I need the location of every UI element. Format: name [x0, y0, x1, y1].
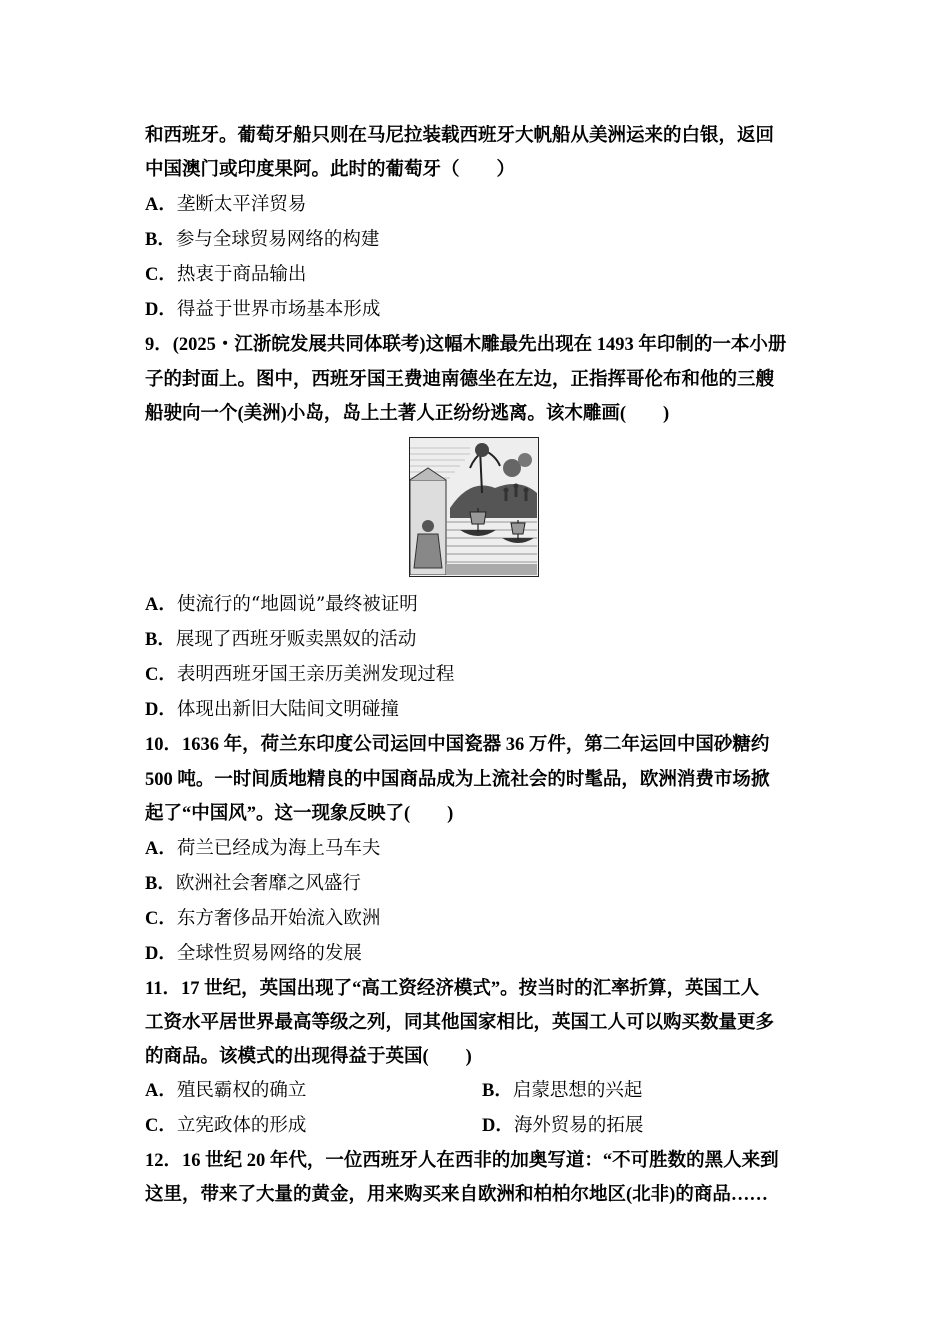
option-label: A．	[145, 839, 177, 859]
q11-line-1: 11．17 世纪，英国出现了“高工资经济模式”。按当时的汇率折算，英国工人	[145, 979, 760, 999]
option-text: 垄断太平洋贸易	[176, 194, 307, 215]
woodcut-illustration-icon	[410, 438, 537, 575]
question-text: 这幅木雕最先出现在 1493 年印制的一本小册	[425, 335, 787, 355]
q11-option-a[interactable]	[145, 1079, 306, 1103]
q9-line-2: 子的封面上。图中，西班牙国王费迪南德坐在左边，正指挥哥伦布和他的三艘	[145, 370, 775, 390]
option-text: 东方奢侈品开始流入欧洲	[176, 908, 381, 929]
option-label: B．	[482, 1081, 513, 1101]
option-text: 体现出新旧大陆间文明碰撞	[176, 699, 399, 720]
option-label: D．	[145, 944, 177, 964]
option-text: 参与全球贸易网络的构建	[175, 229, 380, 250]
q9-option-d[interactable]	[145, 698, 399, 722]
option-label: C．	[145, 909, 177, 929]
option-label: A．	[145, 1081, 177, 1101]
q8-option-b[interactable]	[145, 228, 379, 252]
woodcut-figure	[409, 437, 539, 577]
q10-option-b[interactable]	[145, 872, 361, 896]
option-label: D．	[145, 300, 177, 320]
option-label: D．	[482, 1116, 514, 1136]
question-source: (2025・江浙皖发展共同体联考)	[172, 335, 426, 355]
q10-option-c[interactable]	[145, 907, 380, 931]
q10-line-1: 10．1636 年，荷兰东印度公司运回中国瓷器 36 万件，第二年运回中国砂糖约	[145, 735, 770, 755]
option-text: 殖民霸权的确立	[176, 1080, 307, 1101]
q12-line-2: 这里，带来了大量的黄金，用来购买来自欧洲和柏柏尔地区(北非)的商品……	[145, 1185, 768, 1205]
q12-line-1: 12．16 世纪 20 年代，一位西班牙人在西非的加奥写道：“不可胜数的黑人来到	[145, 1151, 779, 1171]
option-text: 立宪政体的形成	[176, 1115, 307, 1136]
q8-option-a[interactable]	[145, 193, 306, 217]
q9-line-1	[145, 333, 786, 357]
option-label: C．	[145, 1116, 177, 1136]
option-text: 全球性贸易网络的发展	[176, 943, 362, 964]
option-label: B．	[145, 630, 176, 650]
option-label: B．	[145, 230, 176, 250]
q9-option-c[interactable]	[145, 663, 454, 687]
q8-option-d[interactable]	[145, 298, 380, 322]
option-text: 热衷于商品输出	[176, 264, 307, 285]
q9-option-b[interactable]	[145, 628, 416, 652]
q8-line-1: 和西班牙。葡萄牙船只则在马尼拉装载西班牙大帆船从美洲运来的白银，返回	[145, 126, 775, 146]
q11-line-2: 工资水平居世界最高等级之列，同其他国家相比，英国工人可以购买数量更多	[145, 1013, 775, 1033]
option-label: D．	[145, 700, 177, 720]
option-label: C．	[145, 265, 177, 285]
q11-option-c[interactable]	[145, 1114, 306, 1138]
option-text: 欧洲社会奢靡之风盛行	[175, 873, 361, 894]
q10-line-2: 500 吨。一时间质地精良的中国商品成为上流社会的时髦品，欧洲消费市场掀	[145, 770, 770, 790]
option-label: B．	[145, 874, 176, 894]
q8-line-2: 中国澳门或印度果阿。此时的葡萄牙（ ）	[145, 160, 516, 180]
q10-line-3: 起了“中国风”。这一现象反映了( )	[145, 804, 454, 824]
option-text: 海外贸易的拓展	[513, 1115, 644, 1136]
option-text: 得益于世界市场基本形成	[176, 299, 381, 320]
option-text: 启蒙思想的兴起	[512, 1080, 643, 1101]
option-text: 使流行的“地圆说”最终被证明	[176, 594, 418, 615]
q11-option-d[interactable]	[482, 1114, 643, 1138]
option-text: 展现了西班牙贩卖黑奴的活动	[175, 629, 417, 650]
option-text: 荷兰已经成为海上马车夫	[176, 838, 381, 859]
q10-option-a[interactable]	[145, 837, 380, 861]
q11-option-b[interactable]	[482, 1079, 642, 1103]
option-label: C．	[145, 665, 177, 685]
option-label: A．	[145, 195, 177, 215]
q8-option-c[interactable]	[145, 263, 306, 287]
q11-line-3: 的商品。该模式的出现得益于英国( )	[145, 1047, 472, 1067]
q9-line-3: 船驶向一个(美洲)小岛，岛上土著人正纷纷逃离。该木雕画( )	[145, 404, 670, 424]
question-number: 9．	[145, 335, 173, 355]
option-label: A．	[145, 595, 177, 615]
q10-option-d[interactable]	[145, 942, 362, 966]
q9-option-a[interactable]	[145, 593, 418, 617]
option-text: 表明西班牙国王亲历美洲发现过程	[176, 664, 455, 685]
